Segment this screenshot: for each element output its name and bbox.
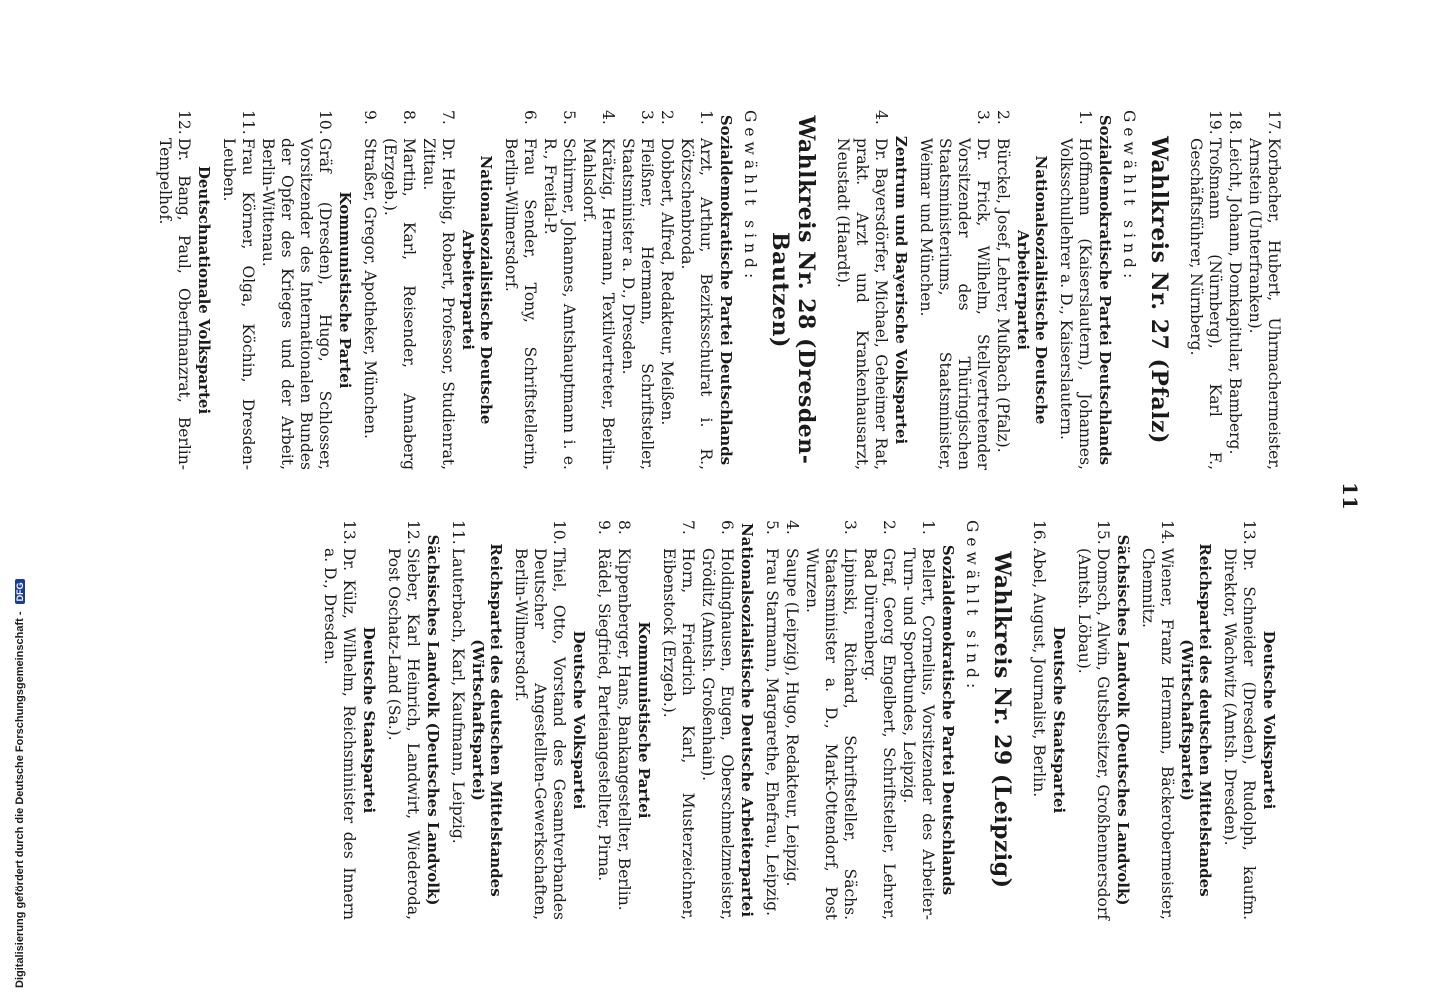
entry-number: 3. <box>974 110 992 125</box>
party-heading: Reichspartei des deutschen Mittelstandes (Wirtschaftspartei) <box>469 543 505 897</box>
entry-text: Dr. Bang, Paul, Oberfinanzrat, Berlin-Tempelhof. <box>156 138 193 470</box>
candidate-entry <box>618 110 656 470</box>
entry-number: 9. <box>595 520 613 535</box>
entry-list <box>833 110 890 470</box>
entry-number: 1. <box>697 110 715 125</box>
entry-text: Gräf (Dresden), Hugo, Schlosser, Vorsitzender des Internationalen Bundes der Opfer des Krieges und der Arbeit, Berlin-Wittenau. <box>259 138 334 470</box>
entry-number: 13. <box>1240 520 1258 545</box>
entry-number: 2. <box>994 110 1012 125</box>
entry-list <box>511 520 568 920</box>
entry-list <box>762 520 937 920</box>
entry-text: Dr. Külz, Wilhelm, Reichsminister des Innern a. D., Dresden. <box>321 548 358 920</box>
entry-number: 7. <box>439 110 457 125</box>
candidate-entry <box>993 110 1012 470</box>
candidate-entry <box>419 110 457 470</box>
candidate-entry <box>677 110 715 470</box>
entry-list <box>1029 520 1048 920</box>
entry-text: Frau Starmann, Margarethe, Ehefrau, Leipzig. <box>763 548 781 917</box>
wahlkreis-27-title: Wahlkreis Nr. 27 (Pfalz) <box>1146 136 1172 444</box>
entry-list <box>1074 520 1112 920</box>
entry-text: Abel, August, Journalist, Berlin. <box>1030 548 1048 798</box>
wahlkreis-29-title: Wahlkreis Nr. 29 (Leipzig) <box>989 551 1015 889</box>
entry-text: Thiel, Otto, Vorstand des Gesamtverbandes Deutscher Angestellten-Gewerkschaften, Berlin-Wilmersdorf. <box>512 548 568 920</box>
entry-number: 7. <box>679 520 697 535</box>
candidate-entry <box>657 110 676 470</box>
entry-text: Sieber, Karl Heinrich, Landwirt, Wiederoda, Post Oschatz-Land (Sa.). <box>385 548 422 920</box>
candidate-entry <box>833 110 890 470</box>
entry-list <box>448 520 467 920</box>
entry-number: 8. <box>615 520 633 535</box>
party-heading: Kommunistische Partei <box>336 191 354 389</box>
candidate-entry <box>1056 110 1094 470</box>
candidate-entry <box>380 110 418 470</box>
entry-number: 12. <box>175 110 193 135</box>
entry-text: Straßer, Gregor, Apotheker, München. <box>361 138 379 439</box>
entry-number: 19. <box>1206 110 1224 135</box>
candidate-entry <box>899 520 937 920</box>
entry-number: 3. <box>841 520 859 535</box>
candidate-entry <box>155 110 193 470</box>
candidate-entry <box>258 110 334 470</box>
candidate-entry <box>659 520 697 920</box>
candidate-entry <box>1138 520 1176 920</box>
candidate-entry <box>501 110 539 470</box>
entry-list <box>1138 520 1176 920</box>
candidate-entry <box>1245 110 1283 470</box>
candidate-entry <box>916 110 992 470</box>
entry-list <box>916 110 1012 470</box>
entry-number: 1. <box>919 520 937 535</box>
entry-number: 10. <box>550 520 568 545</box>
page-number: 11 <box>1338 482 1362 510</box>
entry-text: Graf, Georg Engelbert, Schriftsteller, Lehrer, Bad Dürrenberg. <box>861 548 898 920</box>
entry-list <box>501 110 715 470</box>
candidate-entry <box>1225 110 1244 470</box>
gewaehlt-label: Gewählt sind: <box>963 520 981 694</box>
candidate-entry <box>1029 520 1048 920</box>
party-heading: Nationalsozialistische Deutsche Arbeiterpartei <box>1014 155 1050 425</box>
candidate-entry <box>1220 520 1258 920</box>
candidate-entry <box>384 520 422 920</box>
entry-number: 15. <box>1094 520 1112 545</box>
entry-number: 12. <box>404 520 422 545</box>
entry-list <box>1186 110 1283 470</box>
entry-number: 17. <box>1265 110 1283 135</box>
entry-text: Saupe (Leipzig), Hugo, Redakteur, Leipzig. <box>783 548 801 887</box>
party-heading: Deutsche Staatspartei <box>1050 626 1068 814</box>
entry-text: Domsch, Alwin, Gutsbesitzer, Großhennersdorf (Amtsh. Löbau). <box>1075 548 1112 920</box>
entry-text: Krätzig, Hermann, Textilvertreter, Berlin-Mahlsdorf. <box>580 138 617 470</box>
entry-number: 2. <box>658 110 676 125</box>
entry-number: 5. <box>763 520 781 535</box>
candidate-entry <box>360 110 379 470</box>
party-heading: Sächsisches Landvolk (Deutsches Landvolk) <box>424 534 442 906</box>
candidate-entry <box>594 520 613 920</box>
right-column <box>319 520 1284 920</box>
entry-number: 11. <box>449 520 467 545</box>
candidate-entry <box>579 110 617 470</box>
entry-text: Dr. Bayersdörfer, Michael, Geheimer Rat, prakt. Arzt und Krankenhausarzt, Neustadt (Haardt). <box>834 138 890 470</box>
entry-list <box>320 520 358 920</box>
entry-number: 5. <box>560 110 578 125</box>
entry-text: Troßmann (Nürnberg), Karl F., Geschäftsführer, Nürnberg. <box>1187 138 1224 470</box>
party-heading: Deutsche Volkspartei <box>570 630 588 810</box>
party-heading: Nationalsozialistische Deutsche Arbeiterpartei <box>738 522 756 918</box>
candidate-entry <box>1186 110 1224 470</box>
entry-number: 4. <box>872 110 890 125</box>
candidate-entry <box>320 520 358 920</box>
entry-number: 1. <box>1076 110 1094 125</box>
entry-text: Dobbert, Alfred, Redakteur, Meißen. <box>658 138 676 426</box>
wahlkreis-28-title: Wahlkreis Nr. 28 (Dresden-Bautzen) <box>767 115 819 465</box>
party-heading: Nationalsozialistische Deutsche Arbeiterpartei <box>459 155 495 425</box>
entry-number: 9. <box>361 110 379 125</box>
candidate-entry <box>614 520 633 920</box>
entry-text: Leicht, Johann, Domkapitular, Bamberg. <box>1226 138 1244 455</box>
entry-list <box>1220 520 1258 920</box>
entry-text: Bürckel, Josef, Lehrer, Mußbach (Pfalz). <box>994 138 1012 453</box>
entry-number: 4. <box>783 520 801 535</box>
entry-number: 11. <box>239 110 257 135</box>
candidate-entry <box>802 520 859 920</box>
entry-text: Dr. Schneider (Dresden), Rudolph, kaufm. Direktor, Wachwitz (Amtsh. Dresden). <box>1221 548 1258 920</box>
entry-number: 18. <box>1226 110 1244 135</box>
entry-text: Kippenberger, Hans, Bankangestellter, Berlin. <box>615 548 633 911</box>
candidate-entry <box>698 520 736 920</box>
entry-text: Lipinski, Richard, Schriftsteller, Sächs. Staatsminister a. D., Mark-Ottendorf, Post Wurzen. <box>803 548 859 920</box>
entry-list <box>219 110 334 470</box>
entry-text: Schirmer, Johannes, Amtshauptmann i. e. R., Freital-P. <box>541 138 578 470</box>
left-column <box>154 110 1284 470</box>
entry-text: Rädel, Siegfried, Parteiangestellter, Pirna. <box>595 548 613 882</box>
entry-text: Horn, Friedrich Karl, Musterzeichner, Eibenstock (Erzgeb.). <box>660 548 697 920</box>
party-heading: Deutschnationale Volkspartei <box>195 165 213 415</box>
entry-text: Arzt, Arthur, Bezirksschulrat i. R., Kötzschenbroda. <box>678 138 715 470</box>
candidate-entry <box>540 110 578 470</box>
entry-number: 4. <box>599 110 617 125</box>
party-heading: Deutsche Volkspartei <box>1260 630 1278 810</box>
candidate-entry <box>511 520 568 920</box>
candidate-entry <box>762 520 781 920</box>
entry-list <box>360 110 457 470</box>
party-heading: Sozialdemokratische Partei Deutschlands <box>939 544 957 896</box>
gewaehlt-label: Gewählt sind: <box>1120 110 1138 284</box>
party-heading: Sächsisches Landvolk (Deutsches Landvolk) <box>1114 534 1132 906</box>
entry-list <box>1056 110 1094 470</box>
entry-list <box>659 520 736 920</box>
entry-number: 10. <box>316 110 334 135</box>
credit-text-wrapper <box>14 579 26 988</box>
party-heading: Sozialdemokratische Partei Deutschlands <box>717 114 735 466</box>
party-heading: Zentrum und Bayerische Volkspartei <box>892 135 910 445</box>
entry-text: Lauterbach, Karl, Kaufmann, Leipzig. <box>449 548 467 844</box>
entry-number: 2. <box>880 520 898 535</box>
entry-list <box>155 110 193 470</box>
candidate-entry <box>1074 520 1112 920</box>
entry-text: Dr. Helbig, Robert, Professor, Studienrat, Zittau. <box>420 138 457 470</box>
entry-number: 6. <box>718 520 736 535</box>
entry-number: 16. <box>1030 520 1048 545</box>
entry-text: Holdinghausen, Eugen, Oberschmelzmeister, Gröditz (Amtsh. Großenhain). <box>699 548 736 920</box>
party-heading: Deutsche Staatspartei <box>360 626 378 814</box>
entry-text: Korbacher, Hubert, Uhrmachermeister, Arnstein (Unterfranken). <box>1246 138 1283 470</box>
entry-number: 3. <box>638 110 656 125</box>
dfg-logo: DFG <box>15 579 25 604</box>
entry-text: Frau Körner, Olga, Köchin, Dresden-Leuben. <box>220 138 257 470</box>
candidate-entry <box>782 520 801 920</box>
digitization-credit <box>0 0 26 1000</box>
entry-list <box>384 520 422 920</box>
entry-text: Frau Sender, Tony, Schriftstellerin, Berlin-Wilmersdorf. <box>502 138 539 470</box>
entry-text: Dr. Frick, Wilhelm, Stellvertretender Vorsitzender des Thüringischen Staatsministeriums, Staatsminister, Weimar und München. <box>917 138 992 470</box>
entry-text: Fleißner, Hermann, Schriftsteller, Staatsminister a. D., Dresden. <box>619 138 656 470</box>
entry-text: Wiener, Franz Hermann, Bäckerobermeister, Chemnitz. <box>1139 548 1176 920</box>
entry-list <box>594 520 633 920</box>
candidate-entry <box>860 520 898 920</box>
credit-text: Digitalisierung gefördert durch die Deutsche Forschungsgemeinschaft - <box>14 611 26 988</box>
party-heading: Sozialdemokratische Partei Deutschlands <box>1096 114 1114 466</box>
candidate-entry <box>219 110 257 470</box>
entry-number: 6. <box>521 110 539 125</box>
party-heading: Reichspartei des deutschen Mittelstandes (Wirtschaftspartei) <box>1178 543 1214 897</box>
gewaehlt-label: Gewählt sind: <box>741 110 759 284</box>
entry-text: Martin, Karl, Reisender, Annaberg (Erzgeb.). <box>381 138 418 470</box>
candidate-entry <box>448 520 467 920</box>
entry-number: 13. <box>340 520 358 545</box>
party-heading: Kommunistische Partei <box>635 621 653 819</box>
entry-number: 8. <box>400 110 418 125</box>
entry-text: Bellert, Cornelius, Vorsitzender des Arbeiter-Turn- und Sportbundes, Leipzig. <box>900 548 937 920</box>
entry-number: 14. <box>1158 520 1176 545</box>
entry-text: Hoffmann (Kaiserslautern), Johannes, Volksschullehrer a. D., Kaiserslautern. <box>1057 138 1094 470</box>
